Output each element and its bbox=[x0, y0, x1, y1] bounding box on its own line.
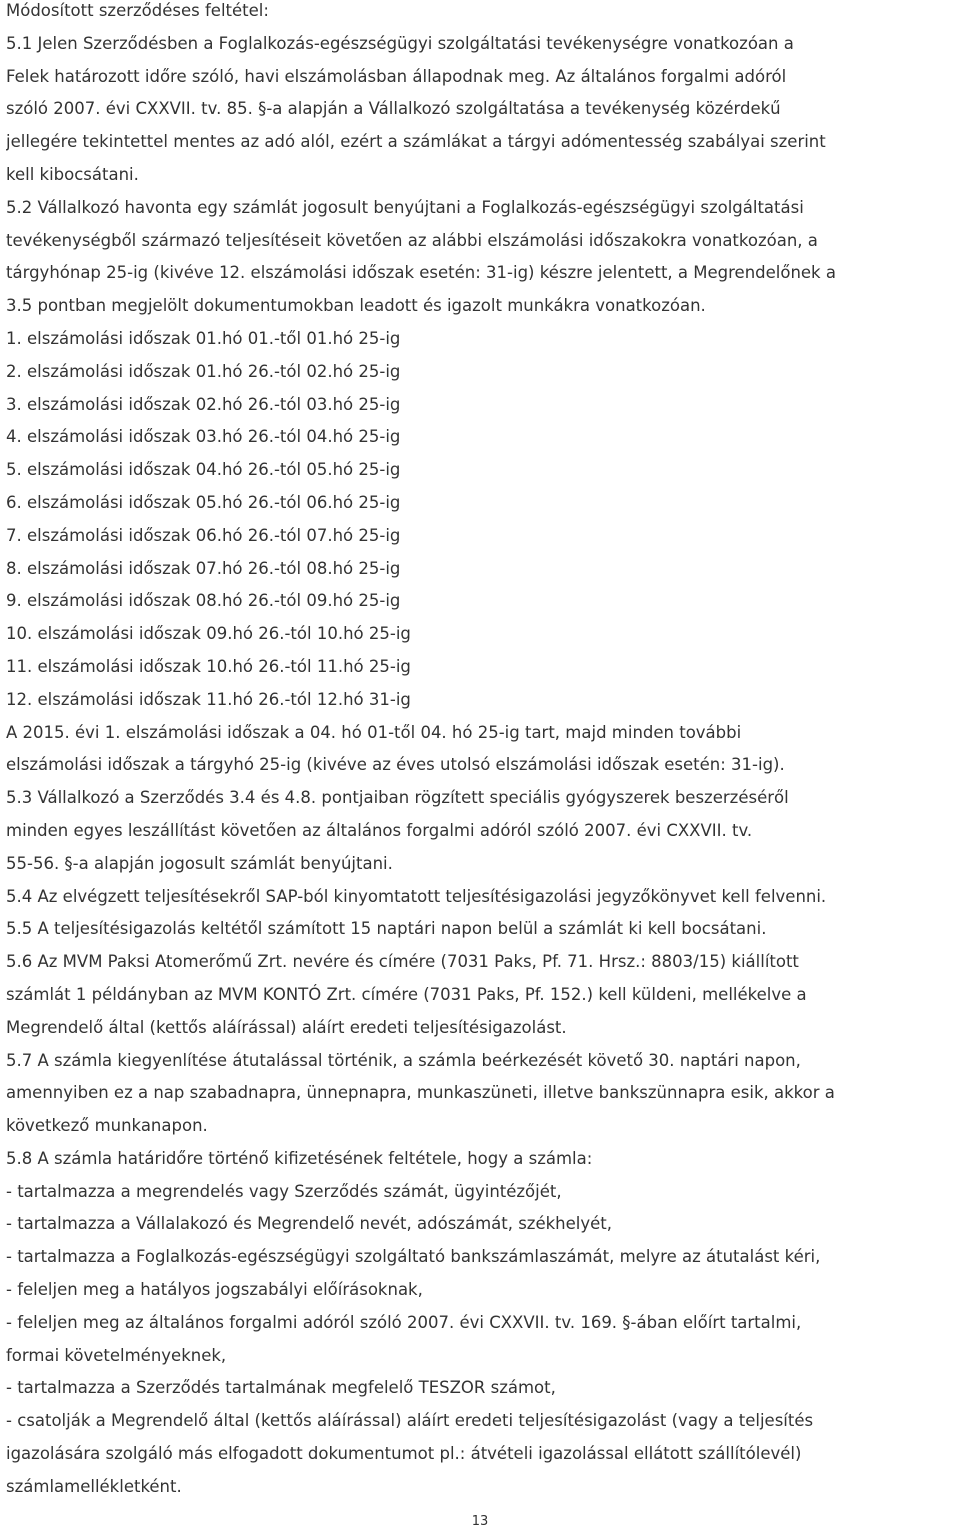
page-number: 13 bbox=[471, 1514, 489, 1529]
text-line: 5.2 Vállalkozó havonta egy számlát jogosult benyújtani a Foglalkozás-egészségügyi szolgáltatási bbox=[6, 197, 804, 217]
text-line: tárgyhónap 25-ig (kivéve 12. elszámolási időszak esetén: 31-ig) készre jelentett, a Megrendelőnek a bbox=[6, 263, 836, 283]
text-line: 4. elszámolási időszak 03.hó 26.-tól 04.hó 25-ig bbox=[6, 427, 401, 447]
text-line: 3. elszámolási időszak 02.hó 26.-tól 03.hó 25-ig bbox=[6, 394, 401, 414]
text-line: - feleljen meg a hatályos jogszabályi előírásoknak, bbox=[6, 1280, 423, 1300]
text-line: - feleljen meg az általános forgalmi adóról szóló 2007. évi CXXVII. tv. 169. §-ában előírt tartalmi, bbox=[6, 1312, 802, 1332]
text-line: - tartalmazza a megrendelés vagy Szerződés számát, ügyintézőjét, bbox=[6, 1181, 562, 1201]
text-line: 5.6 Az MVM Paksi Atomerőmű Zrt. nevére és címére (7031 Paks, Pf. 71. Hrsz.: 8803/15) kiállított bbox=[6, 952, 799, 972]
text-line: számlamellékletként. bbox=[6, 1476, 182, 1496]
text-line: 5.3 Vállalkozó a Szerződés 3.4 és 4.8. pontjaiban rögzített speciális gyógyszerek beszerzéséről bbox=[6, 788, 789, 808]
text-line: számlát 1 példányban az MVM KONTÓ Zrt. címére (7031 Paks, Pf. 152.) kell küldeni, mellékelve a bbox=[6, 984, 807, 1004]
text-line: 10. elszámolási időszak 09.hó 26.-tól 10.hó 25-ig bbox=[6, 624, 411, 644]
text-line: elszámolási időszak a tárgyhó 25-ig (kivéve az éves utolsó elszámolási időszak esetén: 31-ig). bbox=[6, 755, 785, 775]
text-line: 5.8 A számla határidőre történő kifizetésének feltétele, hogy a számla: bbox=[6, 1148, 593, 1168]
text-line: - csatolják a Megrendelő által (kettős aláírással) aláírt eredeti teljesítésigazolást (vagy a teljesítés bbox=[6, 1411, 814, 1431]
document-body bbox=[6, 0, 956, 1504]
text-line: Megrendelő által (kettős aláírással) aláírt eredeti teljesítésigazolást. bbox=[6, 1017, 567, 1037]
text-line: - tartalmazza a Foglalkozás-egészségügyi szolgáltató bankszámlaszámát, melyre az átutalást kéri, bbox=[6, 1247, 821, 1267]
text-line: jellegére tekintettel mentes az adó alól, ezért a számlákat a tárgyi adómentesség szabályai szerint bbox=[6, 132, 826, 152]
text-line: 55-56. §-a alapján jogosult számlát benyújtani. bbox=[6, 853, 393, 873]
text-line: 3.5 pontban megjelölt dokumentumokban leadott és igazolt munkákra vonatkozóan. bbox=[6, 296, 706, 316]
text-line: 2. elszámolási időszak 01.hó 26.-tól 02.hó 25-ig bbox=[6, 361, 401, 381]
text-line: 11. elszámolási időszak 10.hó 26.-tól 11.hó 25-ig bbox=[6, 656, 411, 676]
text-line: 1. elszámolási időszak 01.hó 01.-től 01.hó 25-ig bbox=[6, 328, 401, 348]
text-line: minden egyes leszállítást követően az általános forgalmi adóról szóló 2007. évi CXXVII. tv. bbox=[6, 820, 753, 840]
text-line: Felek határozott időre szóló, havi elszámolásban állapodnak meg. Az általános forgalmi adóról bbox=[6, 66, 787, 86]
text-line: 9. elszámolási időszak 08.hó 26.-tól 09.hó 25-ig bbox=[6, 591, 401, 611]
text-line: 5. elszámolási időszak 04.hó 26.-tól 05.hó 25-ig bbox=[6, 460, 401, 480]
text-line: igazolására szolgáló más elfogadott dokumentumot pl.: átvételi igazolással ellátott szállítólevél) bbox=[6, 1444, 802, 1464]
text-line: szóló 2007. évi CXXVII. tv. 85. §-a alapján a Vállalkozó szolgáltatása a tevékenység közérdekű bbox=[6, 99, 781, 119]
text-line: 5.5 A teljesítésigazolás keltétől számított 15 naptári napon belül a számlát ki kell bocsátani. bbox=[6, 919, 767, 939]
text-line: A 2015. évi 1. elszámolási időszak a 04. hó 01-től 04. hó 25-ig tart, majd minden további bbox=[6, 722, 742, 742]
text-line: amennyiben ez a nap szabadnapra, ünnepnapra, munkaszüneti, illetve bankszünnapra esik, akkor a bbox=[6, 1083, 835, 1103]
text-line: tevékenységből származó teljesítéseit követően az alábbi elszámolási időszakokra vonatkozóan, a bbox=[6, 230, 818, 250]
text-line: 7. elszámolási időszak 06.hó 26.-tól 07.hó 25-ig bbox=[6, 525, 401, 545]
document-page bbox=[6, 0, 956, 1504]
text-line: kell kibocsátani. bbox=[6, 164, 139, 184]
text-line: formai követelményeknek, bbox=[6, 1345, 227, 1365]
text-line: - tartalmazza a Szerződés tartalmának megfelelő TESZOR számot, bbox=[6, 1378, 556, 1398]
text-line: 5.7 A számla kiegyenlítése átutalással történik, a számla beérkezését követő 30. naptári napon, bbox=[6, 1050, 801, 1070]
text-line: 5.4 Az elvégzett teljesítésekről SAP-ból kinyomtatott teljesítésigazolási jegyzőkönyvet kell felvenni. bbox=[6, 886, 827, 906]
text-line: következő munkanapon. bbox=[6, 1116, 208, 1136]
text-line: 12. elszámolási időszak 11.hó 26.-tól 12.hó 31-ig bbox=[6, 689, 411, 709]
text-line: 8. elszámolási időszak 07.hó 26.-tól 08.hó 25-ig bbox=[6, 558, 401, 578]
text-line: - tartalmazza a Vállalakozó és Megrendelő nevét, adószámát, székhelyét, bbox=[6, 1214, 612, 1234]
text-line: 6. elszámolási időszak 05.hó 26.-tól 06.hó 25-ig bbox=[6, 492, 401, 512]
text-line: 5.1 Jelen Szerződésben a Foglalkozás-egészségügyi szolgáltatási tevékenységre vonatkozóan a bbox=[6, 33, 794, 53]
document-heading: Módosított szerződéses feltétel: bbox=[6, 1, 269, 20]
